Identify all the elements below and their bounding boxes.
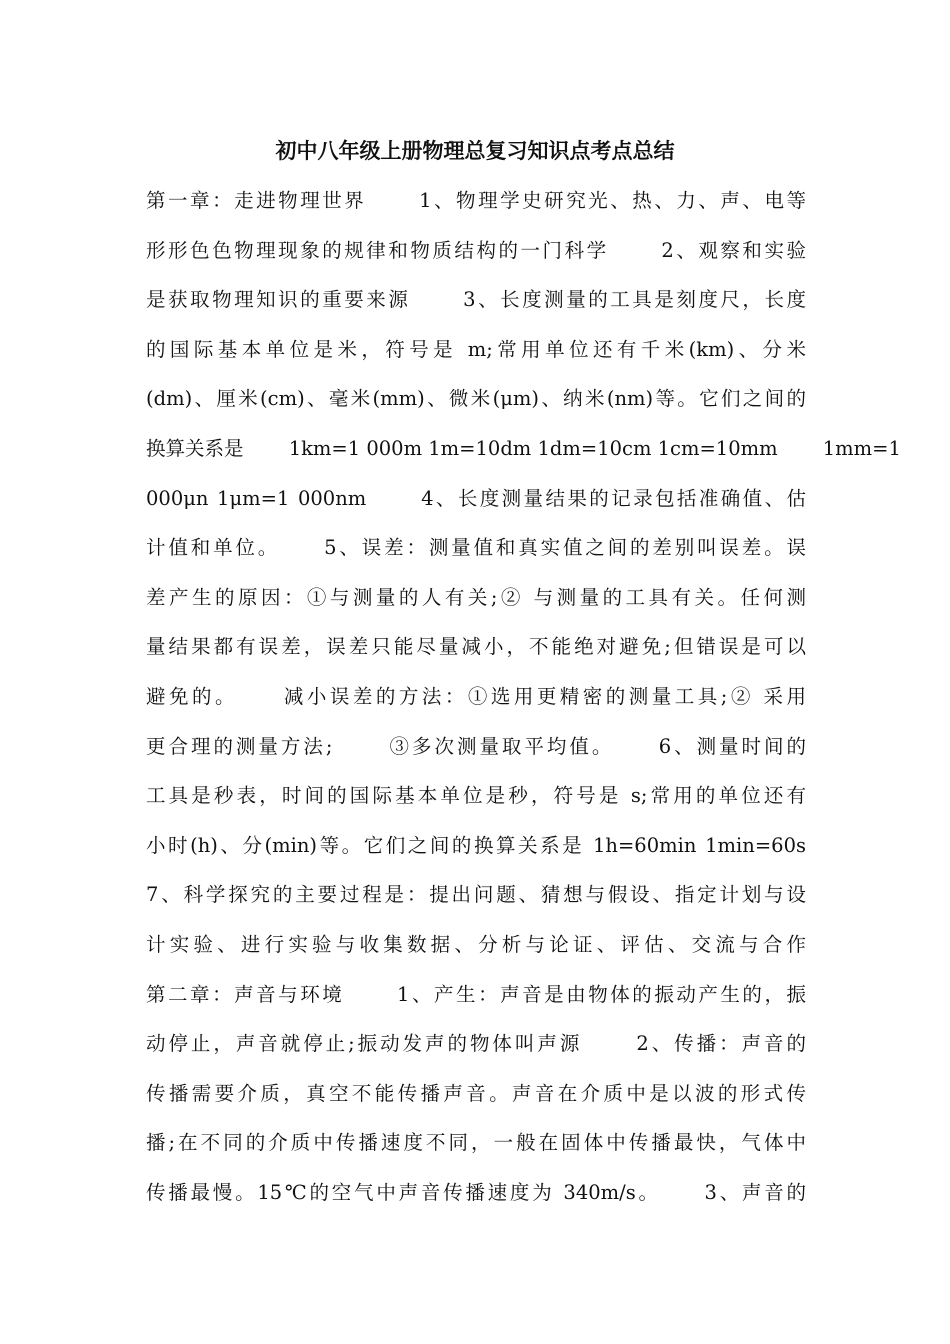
text-line: 传播最慢。15℃的空气中声音传播速度为 340m/s。 3、声音的 <box>146 1180 806 1204</box>
document-body <box>146 186 901 1227</box>
text-line: 动停止，声音就停止;振动发声的物体叫声源 2、传播：声音的 <box>146 1032 806 1056</box>
text-line: 第一章：走进物理世界 1、物理学史研究光、热、力、声、电等 <box>146 189 806 212</box>
text-line: 计实验、进行实验与收集数据、分析与论证、评估、交流与合作 <box>146 932 806 956</box>
text-line: 传播需要介质，真空不能传播声音。声音在介质中是以波的形式传 <box>146 1081 806 1105</box>
text-line: 是获取物理知识的重要来源 3、长度测量的工具是刻度尺，长度 <box>146 288 806 312</box>
text-line: 000μn 1μm=1 000nm 4、长度测量结果的记录包括准确值、估 <box>146 486 806 510</box>
text-line: 更合理的测量方法; ③多次测量取平均值。 6、测量时间的 <box>146 734 806 758</box>
text-line: 差产生的原因：①与测量的人有关;② 与测量的工具有关。任何测 <box>146 585 806 609</box>
document-title: 初中八年级上册物理总复习知识点考点总结 <box>275 139 675 163</box>
text-line: (dm)、厘米(cm)、毫米(mm)、微米(μm)、纳米(nm)等。它们之间的 <box>146 387 806 411</box>
text-line: 避免的。 减小误差的方法：①选用更精密的测量工具;② 采用 <box>146 684 806 708</box>
text-line: 的国际基本单位是米，符号是 m;常用单位还有千米(km)、分米 <box>146 337 806 361</box>
text-line: 播;在不同的介质中传播速度不同，一般在固体中传播最快，气体中 <box>146 1131 806 1155</box>
text-line: 形形色色物理现象的规律和物质结构的一门科学 2、观察和实验 <box>146 238 806 262</box>
text-line: 计值和单位。 5、误差：测量值和真实值之间的差别叫误差。误 <box>146 536 806 560</box>
text-line: 工具是秒表，时间的国际基本单位是秒，符号是 s;常用的单位还有 <box>146 784 806 808</box>
text-line: 换算关系是 1km=1 000m 1m=10dm 1dm=10cm 1cm=10mm 1mm=1 <box>146 436 901 460</box>
text-line: 量结果都有误差，误差只能尽量减小，不能绝对避免;但错误是可以 <box>146 635 806 659</box>
text-line: 第二章：声音与环境 1、产生：声音是由物体的振动产生的，振 <box>146 982 806 1006</box>
text-line: 小时(h)、分(min)等。它们之间的换算关系是 1h=60min 1min=60s <box>146 833 806 857</box>
text-line: 7、科学探究的主要过程是：提出问题、猜想与假设、指定计划与设 <box>146 883 806 907</box>
